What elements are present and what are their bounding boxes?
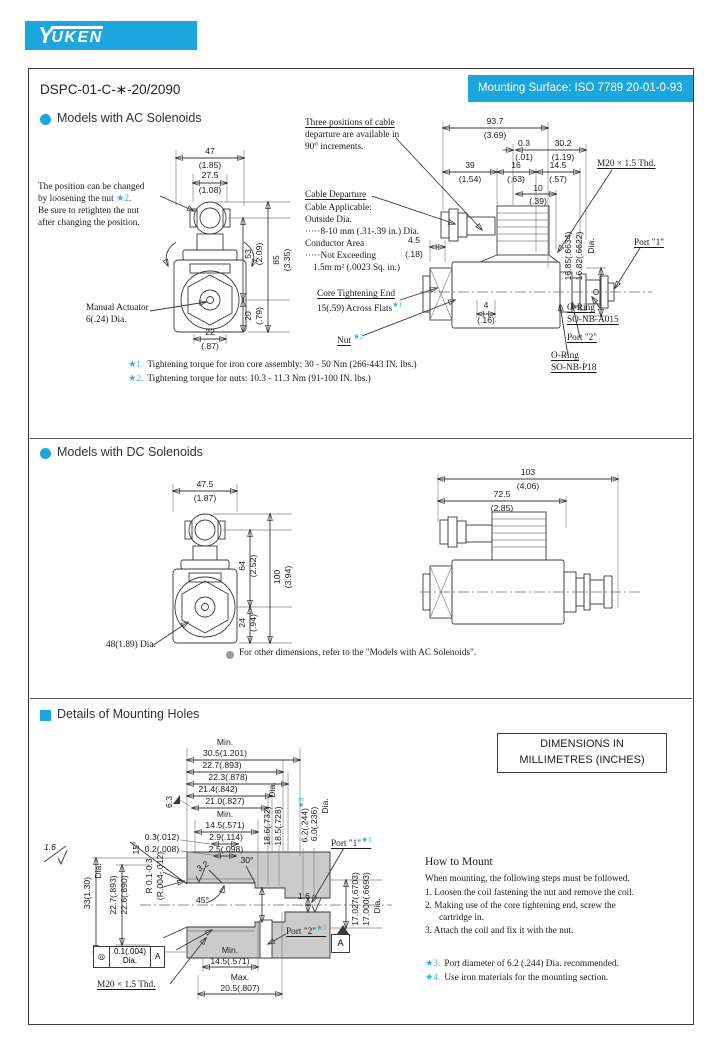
core-tightening-label: Core Tightening End [317,289,395,299]
dim-64-in: (2.52) [248,554,259,578]
dim-0-3-in: (.01) [515,152,533,162]
dim-4-5: 4.5 [408,235,420,245]
angle-15: 15° [131,841,142,855]
m20-thread-label: M20 × 1.5 Thd. [97,980,156,990]
dim-16-in: (.63) [507,174,525,184]
dim-100: 100 [272,569,283,585]
dim-10-in: (.39) [529,196,547,206]
dim-21-0: 21.0(.827) [205,796,245,806]
dim-30-2: 30.2 [554,138,572,148]
outside-dia-value: ·····8-10 mm (.31-.39 in.) Dia. [305,227,420,237]
oring-a015-label1: O-Ring [567,303,595,313]
finish-3-2: 3.2 [194,858,211,874]
dim-103-in: (4.06) [516,481,540,491]
dim-20-5: 20.5(.807) [220,983,260,993]
datum-a-box [331,934,350,953]
dim-47-5-in: (1.87) [193,493,217,503]
dim-100-in: (3.94) [283,565,294,589]
dia-label: Dia. [586,238,597,254]
port-note-3-text: Port diameter of 6.2 (.244) Dia. recommended. [444,959,619,969]
dim-47-5: 47.5 [196,479,214,489]
dim-17-027: 17.027(.6703) [350,872,361,926]
dim-85-in: (3.35) [282,248,293,272]
how-to-mount-intro: When mounting, the following steps must be followed. [425,874,630,884]
dim-box-line1: DIMENSIONS IN [540,738,624,751]
dimensions-units-box [497,733,667,773]
dim-47-in: (1.85) [198,160,222,170]
star-1-note-marker: ★1. [128,360,144,370]
mount-section-title: Details of Mounting Holes [57,707,200,721]
dim-72-5-in: (2.85) [490,503,514,513]
dim-39: 39 [465,160,475,170]
outside-dia-label: Outside Dia. [305,215,352,225]
port-1-text: Port "1" [331,839,362,849]
dim-4: 4 [483,300,489,310]
radius-note-2: (R.004-.012) [155,851,166,901]
m20-thread-label: M20 × 1.5 Thd. [597,159,656,169]
across-flats-text: 15(.59) Across Flats [317,304,393,314]
fcf-datum-cell [151,947,164,967]
torque-note-2 [128,374,371,384]
conductor-area-value2: 1.5m m² (.0023 Sq. in.) [313,263,400,273]
dim-20-in: (.79) [254,307,265,325]
iron-note-4-text: Use iron materials for the mounting section. [444,973,609,983]
dim-30-5: 30.5(1.201) [203,748,247,758]
conductor-area-value1: ·····Not Exceeding [305,251,376,261]
dim-22-7a: 22.7(.893) [202,760,242,770]
mount-step-2b: cartridge in. [439,913,484,923]
mount-step-2: 2. Making use of the core tightening end, screw the [425,901,616,911]
dim-93-7: 93.7 [486,116,504,126]
dim-85: 85 [271,255,282,265]
iron-note-4 [425,973,608,983]
mounting-surface-badge: Mounting Surface: ISO 7789 20-01-0-93 [468,75,693,102]
position-note-line: after changing the position. [38,218,140,228]
nut-text: Nut [337,336,351,346]
max-label: Max. [230,972,250,982]
port-2-text: Port "2" [286,927,317,937]
star-4-note-marker: ★4. [425,973,441,983]
period: . [128,194,132,204]
angle-30: 30° [240,855,254,865]
star-1-marker: ★1 [392,300,403,309]
dim-dia-16-82: 16.82(.6622) [574,231,585,281]
min-label: Min. [216,737,234,747]
oring-p18-label2: SO-NB-P18 [551,363,597,373]
section-divider [30,438,692,439]
section-square-bullet-icon [40,710,51,721]
section-bullet-icon [40,448,51,459]
fcf-tolerance: 0.1(.004) [113,947,147,957]
dim-64: 64 [237,561,248,571]
star-3-marker: ★3 [361,835,372,844]
port-2-label [286,924,326,937]
yuken-logo [25,21,197,50]
min-label: Min. [221,945,239,955]
dim-14-5-stack: 14.5(.571) [205,820,245,830]
star-2-marker: ★2 [353,332,364,341]
dim-box-line2: MILLIMETRES (INCHES) [519,754,645,766]
cable-applicable-label: Cable Applicable: [305,203,372,213]
dim-24: 24 [237,618,248,628]
position-note-text: by loosening the nut [38,194,114,204]
finish-6-3: 6.3 [164,796,175,808]
position-note-line: The position can be changed [38,182,145,192]
dim-dia-16-85: 16.85(.6634) [563,231,574,281]
fcf-dia: Dia. [122,956,138,965]
dim-21-4: 21.4(.842) [198,784,238,794]
dim-0-3-mount: 0.3(.012) [144,832,180,842]
mount-step-1: 1. Loosen the coil fastening the nut and remove the coil. [425,888,635,898]
dim-22-7b: 22.7(.893) [108,875,119,915]
dim-18-6: 18.6(.732) [262,806,273,846]
cable-positions-line: departure are available in [305,130,400,140]
concentricity-icon [94,947,110,967]
port-2-label: Port "2" [567,333,598,343]
model-code: DSPC-01-C-∗-20/2090 [40,82,181,97]
ac-section-title: Models with AC Solenoids [57,111,202,125]
position-note-line [38,194,131,204]
radius-note-1: R 0.1-0.3 [144,858,155,894]
min-label: Min. [216,809,234,819]
section-divider [30,698,692,699]
manual-actuator-dia: 6(.24) Dia. [86,315,127,325]
dim-22-3: 22.3(.878) [208,772,248,782]
dim-6-2-text: 6.2(.244) [299,808,310,843]
note-bullet-icon [226,651,234,659]
manual-actuator-label: Manual Actuator [86,303,149,313]
fcf-tolerance-cell [110,947,151,967]
conductor-area-label: Conductor Area [305,239,365,249]
dim-22-in: (.87) [201,341,219,351]
finish-1-6b: 1.6 [298,891,310,901]
dim-14-5: 14.5 [549,160,567,170]
dim-6-0: 6.0(.236) [309,806,320,842]
dia-label: Dia. [267,782,278,798]
dim-93-7-in: (3.69) [483,130,507,140]
oring-a015-label2: SO-NB-A015 [567,315,619,325]
feature-control-frame [93,946,165,968]
star-3-note-marker: ★3. [425,959,441,969]
dim-18-5: 18.5(.728) [273,806,284,846]
star-2-marker: ★2 [116,194,129,204]
dim-20: 20 [243,311,254,321]
position-note-line: Be sure to retighten the nut [38,206,139,216]
dia-label: Dia. [93,863,104,879]
finish-1-6: 1.6 [44,842,56,852]
ac-front-drawing [150,150,290,344]
dia-label: Dia. [372,898,383,914]
dim-4-in: (.16) [477,315,495,325]
dim-2-9: 2.9(.114) [209,832,243,842]
dc-section-title: Models with DC Solenoids [57,445,203,459]
dim-39-in: (1.54) [458,174,482,184]
dia-48-label: 48(1.89) Dia. [106,640,156,650]
port-1-label: Port "1" [634,238,665,248]
dc-refer-note: For other dimensions, refer to the "Models with AC Solenoids". [239,648,477,658]
dim-22-6: 22.6(.890) [119,875,130,915]
logo-text-rest: UKEN [51,26,102,46]
dim-14-5-bottom: 14.5(.571) [210,956,250,966]
star-2-note-marker: ★2. [128,374,144,384]
dim-27-5-in: (1.08) [198,185,222,195]
cable-positions-line: 90° increments. [305,142,364,152]
port-1-label [331,836,371,849]
dia-label: Dia. [320,798,331,814]
nut-label [337,333,363,346]
port-note-3 [425,959,619,969]
fcf-datum-ref: A [155,951,161,961]
dim-47: 47 [205,146,215,156]
dim-53-in: (2.09) [254,242,265,266]
star-3-marker: ★3 [296,797,306,809]
concentricity-symbol: ◎ [98,951,105,961]
dc-front-drawing [152,484,292,646]
dim-22: 22 [205,327,215,337]
dim-0-3: 0.3 [518,138,530,148]
dim-2-5: 2.5(.098) [208,844,244,854]
dim-53: 53 [243,249,254,259]
logo-text-y: Y [38,22,54,48]
cable-departure-label: Cable Departure [305,190,367,200]
dim-14-5-in: (.57) [549,174,567,184]
oring-p18-label1: O-Ring [551,351,579,361]
dim-33: 33(1.30) [82,876,93,910]
dim-30-2-in: (1.19) [551,152,575,162]
how-to-mount-title: How to Mount [425,856,493,868]
cable-positions-line: Three positions of cable [305,118,395,128]
torque-note-1-text: Tightening torque for iron core assembly: 30 - 50 Nm (266-443 IN. lbs.) [147,360,417,370]
dc-side-drawing [420,474,640,624]
datum-a-letter: A [337,938,344,949]
torque-note-2-text: Tightening torque for nuts: 10.3 - 11.3 Nm (91-100 IN. lbs.) [147,374,371,384]
dim-17-000: 17.000(.6693) [361,872,372,926]
dim-24-in: (.94) [248,614,259,632]
torque-note-1 [128,360,417,370]
across-flats-label [317,301,402,314]
dim-4-5-in: (.18) [405,249,423,259]
dim-0-2: 0.2(.008) [144,844,180,854]
dim-10: 10 [533,183,543,193]
dim-103: 103 [520,467,536,477]
section-bullet-icon [40,114,51,125]
mount-step-3: 3. Attach the coil and fix it with the nut. [425,926,574,936]
dim-72-5: 72.5 [493,489,511,499]
dim-27-5: 27.5 [201,170,219,180]
star-3-marker: ★3 [316,923,327,932]
dim-16: 16 [511,160,521,170]
angle-45: 45° [196,895,209,905]
